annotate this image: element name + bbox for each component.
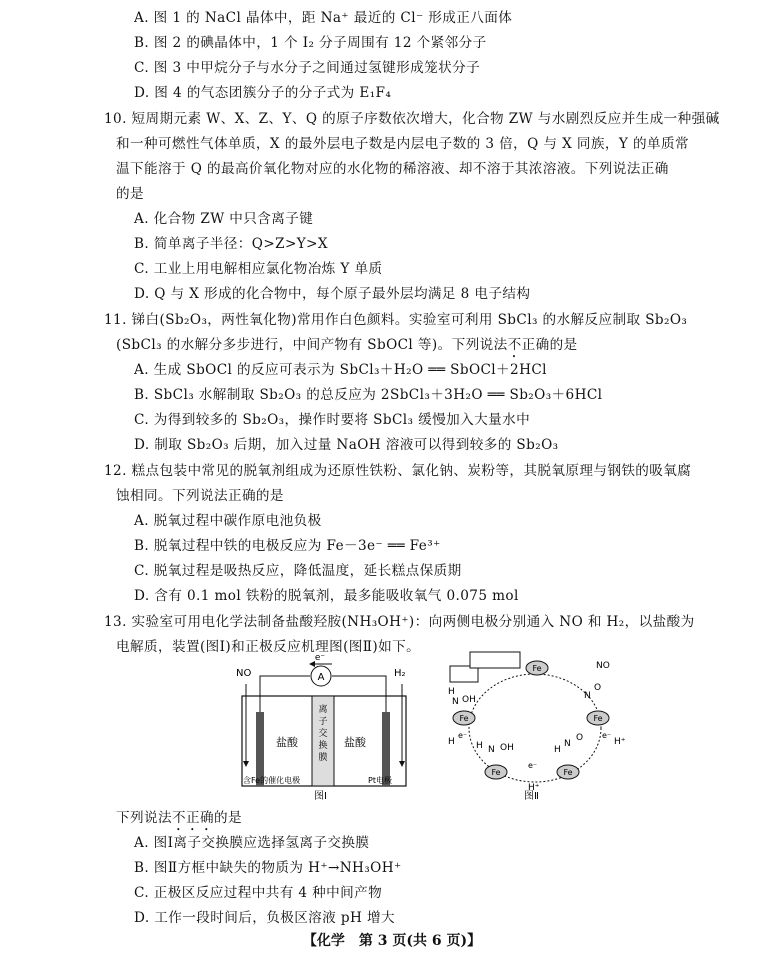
electron-label-right: e⁻ xyxy=(602,731,612,740)
q13-option-b: B. 图Ⅱ方框中缺失的物质为 H⁺→NH₃OH⁺ xyxy=(134,860,402,876)
q13-option-a: A. 图Ⅰ离子交换膜应选择氢离子交换膜 xyxy=(134,835,370,851)
q12-stem-2: 蚀相同。下列说法正确的是 xyxy=(116,488,284,504)
membrane-char-5: 膜 xyxy=(318,753,328,763)
wire-right xyxy=(332,676,386,712)
q11-stem-1: 11. 锑白(Sb₂O₃，两性氧化物)常用作白色颜料。实验室可利用 SbCl₃ 的水解反应制取 Sb₂O₃ xyxy=(104,312,688,328)
q12-option-a: A. 脱氧过程中碳作原电池负极 xyxy=(134,513,322,529)
no-label: NO xyxy=(596,661,610,671)
q9-option-a: A. 图 1 的 NaCl 晶体中，距 Na⁺ 最近的 Cl⁻ 形成正八面体 xyxy=(134,10,513,26)
electron-label-left: e⁻ xyxy=(458,731,468,740)
q10-stem-1: 10. 短周期元素 W、X、Z、Y、Q 的原子序数依次增大，化合物 ZW 与水剧烈反应并生成一种强碱 xyxy=(104,111,720,127)
q13-followup-post: 的是 xyxy=(213,810,242,826)
left-electrode-label: 含Fe的催化电极 xyxy=(243,776,301,785)
wire-left xyxy=(260,676,310,712)
missing-box-large xyxy=(470,652,520,668)
membrane-char-1: 离 xyxy=(318,705,328,715)
h-label-top-left: H xyxy=(448,687,455,697)
q11-stem-2-post: 正确的是 xyxy=(521,337,578,353)
n-label-top: N xyxy=(584,691,591,701)
q13-option-c: C. 正极区反应过程中共有 4 种中间产物 xyxy=(134,885,383,901)
q10-stem-3: 温下能溶于 Q 的最高价氧化物对应的水化物的稀溶液、却不溶于其浓溶液。下列说法正确 xyxy=(116,161,669,177)
membrane-char-2: 子 xyxy=(318,717,328,727)
o-label-right: O xyxy=(576,733,584,743)
figure-2-caption: 图Ⅱ xyxy=(524,791,539,802)
q10-option-b: B. 简单离子半径：Q>Z>Y>X xyxy=(134,236,328,252)
h-label-left: H xyxy=(448,737,455,747)
ammeter-label: A xyxy=(317,672,325,683)
q11-emphasis-not: 不 xyxy=(507,337,522,353)
h-plus-label-bottom: H⁺ xyxy=(528,783,540,793)
h2-inlet-label: H₂ xyxy=(394,668,406,679)
fe-label-left: Fe xyxy=(459,714,469,723)
q12-option-b: B. 脱氧过程中铁的电极反应为 Fe－3e⁻ ══ Fe³⁺ xyxy=(134,538,441,554)
q9-option-c: C. 图 3 中甲烷分子与水分子之间通过氢键形成笼状分子 xyxy=(134,60,481,76)
right-electrode-label: Pt电极 xyxy=(368,776,392,785)
q11-option-a: A. 生成 SbOCl 的反应可表示为 SbCl₃＋H₂O ══ SbOCl＋2HCl xyxy=(134,362,547,378)
electron-label-bottom: e⁻ xyxy=(528,761,538,770)
q13-figures xyxy=(230,646,670,802)
q13-stem-2: 电解质，装置(图Ⅰ)和正极反应机理图(图Ⅱ)如下。 xyxy=(116,639,421,655)
o-label-top: O xyxy=(594,683,602,693)
left-solution-label: 盐酸 xyxy=(276,736,298,749)
left-electrode xyxy=(256,712,264,786)
q10-stem-4: 的是 xyxy=(116,186,144,202)
right-electrode xyxy=(382,712,390,786)
q11-option-d: D. 制取 Sb₂O₃ 后期，加入过量 NaOH 溶液可以得到较多的 Sb₂O₃ xyxy=(134,437,559,453)
electron-label: e⁻ xyxy=(314,653,326,663)
q12-option-c: C. 脱氧过程是吸热反应，降低温度，延长糕点保质期 xyxy=(134,563,462,579)
q10-option-a: A. 化合物 ZW 中只含离子键 xyxy=(134,211,314,227)
q10-option-c: C. 工业上用电解相应氯化物冶炼 Y 单质 xyxy=(134,261,383,277)
q12-option-d: D. 含有 0.1 mol 铁粉的脱氧剂，最多能吸收氧气 0.075 mol xyxy=(134,588,519,604)
q9-option-b: B. 图 2 的碘晶体中，1 个 I₂ 分子周围有 12 个紧邻分子 xyxy=(134,35,487,51)
q9-option-d: D. 图 4 的气态团簇分子的分子式为 E₁F₄ xyxy=(134,85,392,101)
q11-stem-2-pre: (SbCl₃ 的水解分多步进行，中间产物有 SbOCl 等)。下列说法 xyxy=(116,337,508,353)
figure-2-cycle xyxy=(448,652,626,802)
figure-1-caption: 图Ⅰ xyxy=(314,791,327,802)
membrane-char-3: 交 xyxy=(318,729,328,739)
q12-stem-1: 12. 糕点包装中常见的脱氧剂组成为还原性铁粉、氯化钠、炭粉等，其脱氧原理与钢铁的吸氧腐 xyxy=(104,463,692,479)
q13-option-d: D. 工作一段时间后，负极区溶液 pH 增大 xyxy=(134,910,395,926)
q11-stem-2 xyxy=(116,335,578,361)
h-label-right: H xyxy=(554,745,561,755)
fe-label-bottom-right: Fe xyxy=(563,768,573,777)
q13-followup xyxy=(116,808,242,834)
q13-followup-pre: 下列说法 xyxy=(116,810,172,826)
q10-option-d: D. Q 与 X 形成的化合物中，每个原子最外层均满足 8 电子结构 xyxy=(134,286,531,302)
figure-1-cell xyxy=(236,653,406,802)
oh-label-top-left: OH xyxy=(462,695,476,705)
q10-stem-2: 和一种可燃性气体单质，X 的最外层电子数是内层电子数的 3 倍，Q 与 X 同族，Y 的单质常 xyxy=(116,136,689,152)
n-label-bottom-left: N xyxy=(488,745,495,755)
membrane-char-4: 换 xyxy=(318,741,328,751)
oh-label-bottom-left: OH xyxy=(500,743,514,753)
fe-label-bottom-left: Fe xyxy=(491,768,501,777)
right-solution-label: 盐酸 xyxy=(344,736,366,749)
page-footer: 【化学 第 3 页(共 6 页)】 xyxy=(302,933,482,949)
q11-option-c: C. 为得到较多的 Sb₂O₃，操作时要将 SbCl₃ 缓慢加入大量水中 xyxy=(134,412,531,428)
q13-stem-1: 13. 实验室可用电化学法制备盐酸羟胺(NH₃OH⁺)：向两侧电极分别通入 NO 和 H₂，以盐酸为 xyxy=(104,614,695,630)
h-label-bottom-left: H xyxy=(476,741,483,751)
n-label-top-left: N xyxy=(452,697,459,707)
fe-label-right: Fe xyxy=(593,714,603,723)
fe-label-top: Fe xyxy=(532,664,542,673)
q11-option-b: B. SbCl₃ 水解制取 Sb₂O₃ 的总反应为 2SbCl₃＋3H₂O ══ Sb₂O₃＋6HCl xyxy=(134,387,603,403)
q13-emphasis-not-correct: 不正确 xyxy=(171,810,214,826)
no-inlet-label: NO xyxy=(236,668,252,679)
h-plus-label: H⁺ xyxy=(614,737,626,747)
n-label-right: N xyxy=(564,739,571,749)
